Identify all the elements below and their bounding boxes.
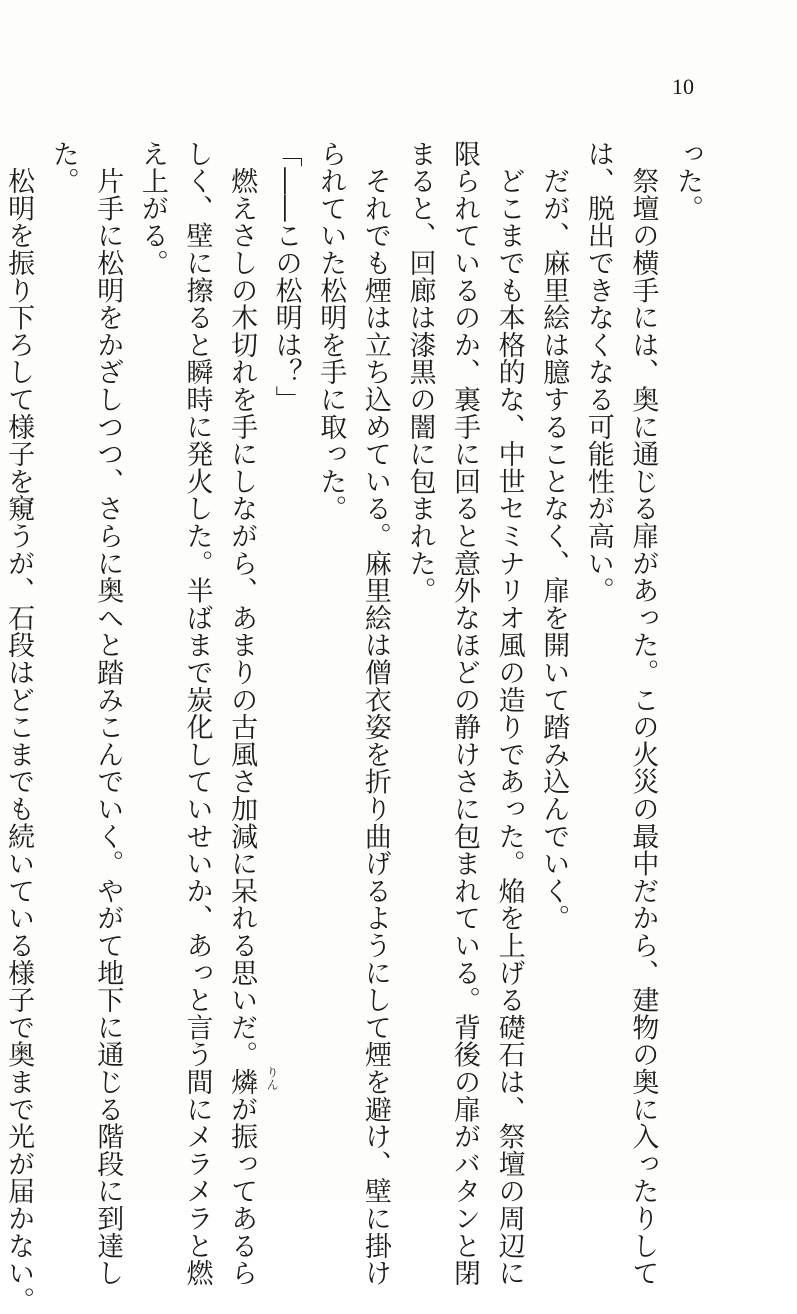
text-line: しく、壁に擦ると瞬時に発火した。半ばまで炭化していせいか、あっと言う間にメラメラと燃 [181, 140, 213, 1287]
text-line: それでも煙は立ち込めている。麻里絵は僧衣姿を折り曲げるようにして煙を避け、壁に掛け [359, 167, 391, 1287]
text-line: 片手に松明をかざしつつ、さらに奥へと踏みこんでいく。やがて地下に通じる階段に到達し [92, 167, 124, 1287]
dialogue-line: 「――この松明は？」 [270, 140, 302, 413]
text-line: どこまでも本格的な、中世セミナリオ風の造りであった。焔を上げる礎石は、祭壇の周辺に [493, 167, 525, 1287]
text-line: 限られているのか、裏手に回ると意外なほどの静けさに包まれている。背後の扉がバタンと閉 [449, 140, 481, 1287]
text-line: だが、麻里絵は臆することなく、扉を開いて踏み込んでいく。 [538, 167, 570, 932]
text-line: え上がる。 [136, 140, 168, 277]
furigana: りん [265, 1066, 280, 1091]
text-line: 燃えさしの木切れを手にしながら、あまりの古風さ加減に呆れる思いだ。燐 りん が振ってあるら [218, 140, 263, 1170]
text-line: まると、回廊は漆黒の闇に包まれた。 [404, 140, 436, 605]
text-line: は、脱出できなくなる可能性が高い。 [582, 140, 614, 605]
body-text [0, 140, 709, 1314]
text-line: 祭壇の横手には、奥に通じる扉があった。この火災の最中だから、建物の奥に入ったりして [627, 167, 659, 1287]
text-line: った。 [672, 140, 703, 222]
ruby-annotated-word: 燐 りん [226, 1066, 280, 1096]
text-line: た。 [47, 140, 79, 195]
page-number: 10 [672, 74, 694, 99]
text-line: 松明を振り下ろして様子を窺うが、石段はどこまでも続いている様子で奥まで光が届かない。 [3, 167, 35, 1314]
text-line: られていた松明を手に取った。 [315, 140, 347, 523]
